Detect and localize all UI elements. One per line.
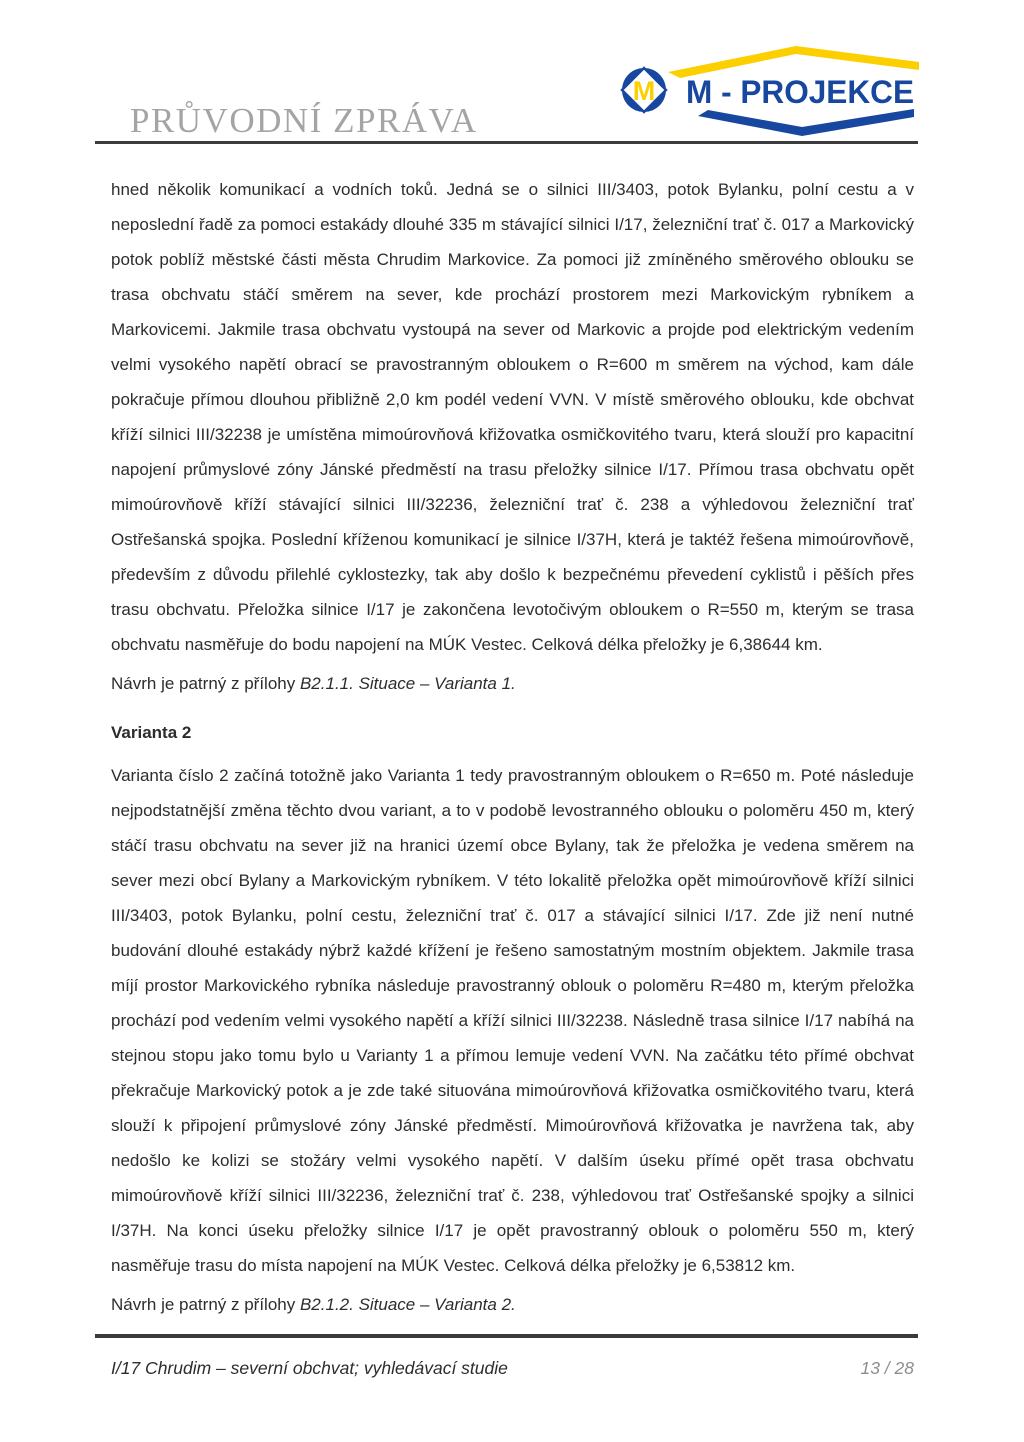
logo-chevron-shape: [698, 109, 914, 136]
paragraph-variant2: Varianta číslo 2 začíná totožně jako Varianta 1 tedy pravostranným obloukem o R=650 m. Poté následuje nejpodstatnější změna těchto dvou variant, a to v podobě levostranného oblouku o poloměru 450 m, který stáčí trasu obchvatu na sever již na hranici území obce Bylany, tak že přeložka je vedena směrem na sever mezi obcí Bylany a Markovickým rybníkem. V této lokalitě přeložka opět mimoúrovňově kříží silnici III/3403, potok Bylanku, polní cestu, železniční trať č. 017 a stávající silnici I/17. Zde již není nutné budování dlouhé estakády nýbrž každé křížení je řešeno samostatným mostním objektem. Jakmile trasa míjí prostor Markovického rybníka následuje pravostranný oblouk o poloměru R=480 m, kterým přeložka prochází pod vedením velmi vysokého napětí a kříží silnici III/32238. Následně trasa silnice I/17 nabíhá na stejnou stopu jako tomu bylo u Varianty 1 a přímou lemuje vedení VVN. Na začátku této přímé obchvat překračuje Markovický potok a je zde také situována mimoúrovňová křižovatka osmičkovitého tvaru, která slouží k připojení průmyslové zóny Jánské předměstí. Mimoúrovňová křižovatka je navržena tak, aby nedošlo ke kolizi se stožáry velmi vysokého napětí. V dalším úseku přímé opět trasa obchvatu mimoúrovňově kříží silnici III/32236, železniční trať č. 238, výhledovou trať Ostřešanské spojky a silnici I/37H. Na konci úseku přeložky silnice I/17 je opět pravostranný oblouk o poloměru 550 m, který nasměřuje trasu do místa napojení na MÚK Vestec. Celková délka přeložky je 6,53812 km.: [111, 766, 914, 1275]
document-body: [111, 172, 914, 1332]
report-title: PRŮVODNÍ ZPRÁVA: [130, 101, 478, 140]
logo-emblem-letter: M: [632, 76, 656, 106]
note2-reference: B2.1.2. Situace – Varianta 2.: [299, 1295, 516, 1314]
note-variant2: [111, 1287, 914, 1322]
company-logo-graphic: [606, 42, 920, 142]
footer-divider: [95, 1334, 918, 1338]
note-variant1: [111, 666, 914, 701]
variant2-heading: Varianta 2: [111, 723, 192, 742]
note2-prefix: Návrh je patrný z přílohy: [111, 1295, 300, 1314]
logo-emblem-icon: [622, 68, 666, 112]
note1-reference: B2.1.1. Situace – Varianta 1.: [299, 674, 516, 693]
footer-document-title: I/17 Chrudim – severní obchvat; vyhledávací studie: [111, 1358, 508, 1378]
header-divider: [95, 141, 918, 144]
company-logo: [606, 42, 920, 142]
paragraph-variant1: hned několik komunikací a vodních toků. Jedná se o silnici III/3403, potok Bylanku, polní cestu a v neposlední řadě za pomoci estakády dlouhé 335 m stávající silnici I/17, železniční trať č. 017 a Markovický potok poblíž městské části města Chrudim Markovice. Za pomoci již zmíněného směrového oblouku se trasa obchvatu stáčí směrem na sever, kde prochází prostorem mezi Markovickým rybníkem a Markovicemi. Jakmile trasa obchvatu vystoupá na sever od Markovic a projde pod elektrickým vedením velmi vysokého napětí obrací se pravostranným obloukem o R=600 m směrem na východ, kam dále pokračuje přímou dlouhou přibližně 2,0 km podél vedení VVN. V místě směrového oblouku, kde obchvat kříží silnici III/32238 je umístěna mimoúrovňová křižovatka osmičkovitého tvaru, která slouží pro kapacitní napojení průmyslové zóny Jánské předměstí na trasu přeložky silnice I/17. Přímou trasa obchvatu opět mimoúrovňově kříží stávající silnici III/32236, železniční trať č. 238 a výhledovou železniční trať Ostřešanská spojka. Poslední kříženou komunikací je silnice I/37H, která je taktéž řešena mimoúrovňově, především z důvodu přilehlé cyklostezky, tak aby došlo k bezpečnému převedení cyklistů i pěších přes trasu obchvatu. Přeložka silnice I/17 je zakončena levotočivým obloukem o R=550 m, kterým se trasa obchvatu nasměřuje do bodu napojení na MÚK Vestec. Celková délka přeložky je 6,38644 km.: [111, 180, 914, 654]
logo-wordmark: M - PROJEKCE: [686, 74, 914, 110]
note1-prefix: Návrh je patrný z přílohy: [111, 674, 300, 693]
page-footer: [111, 1358, 914, 1379]
footer-page-indicator: 13 / 28: [860, 1358, 914, 1378]
